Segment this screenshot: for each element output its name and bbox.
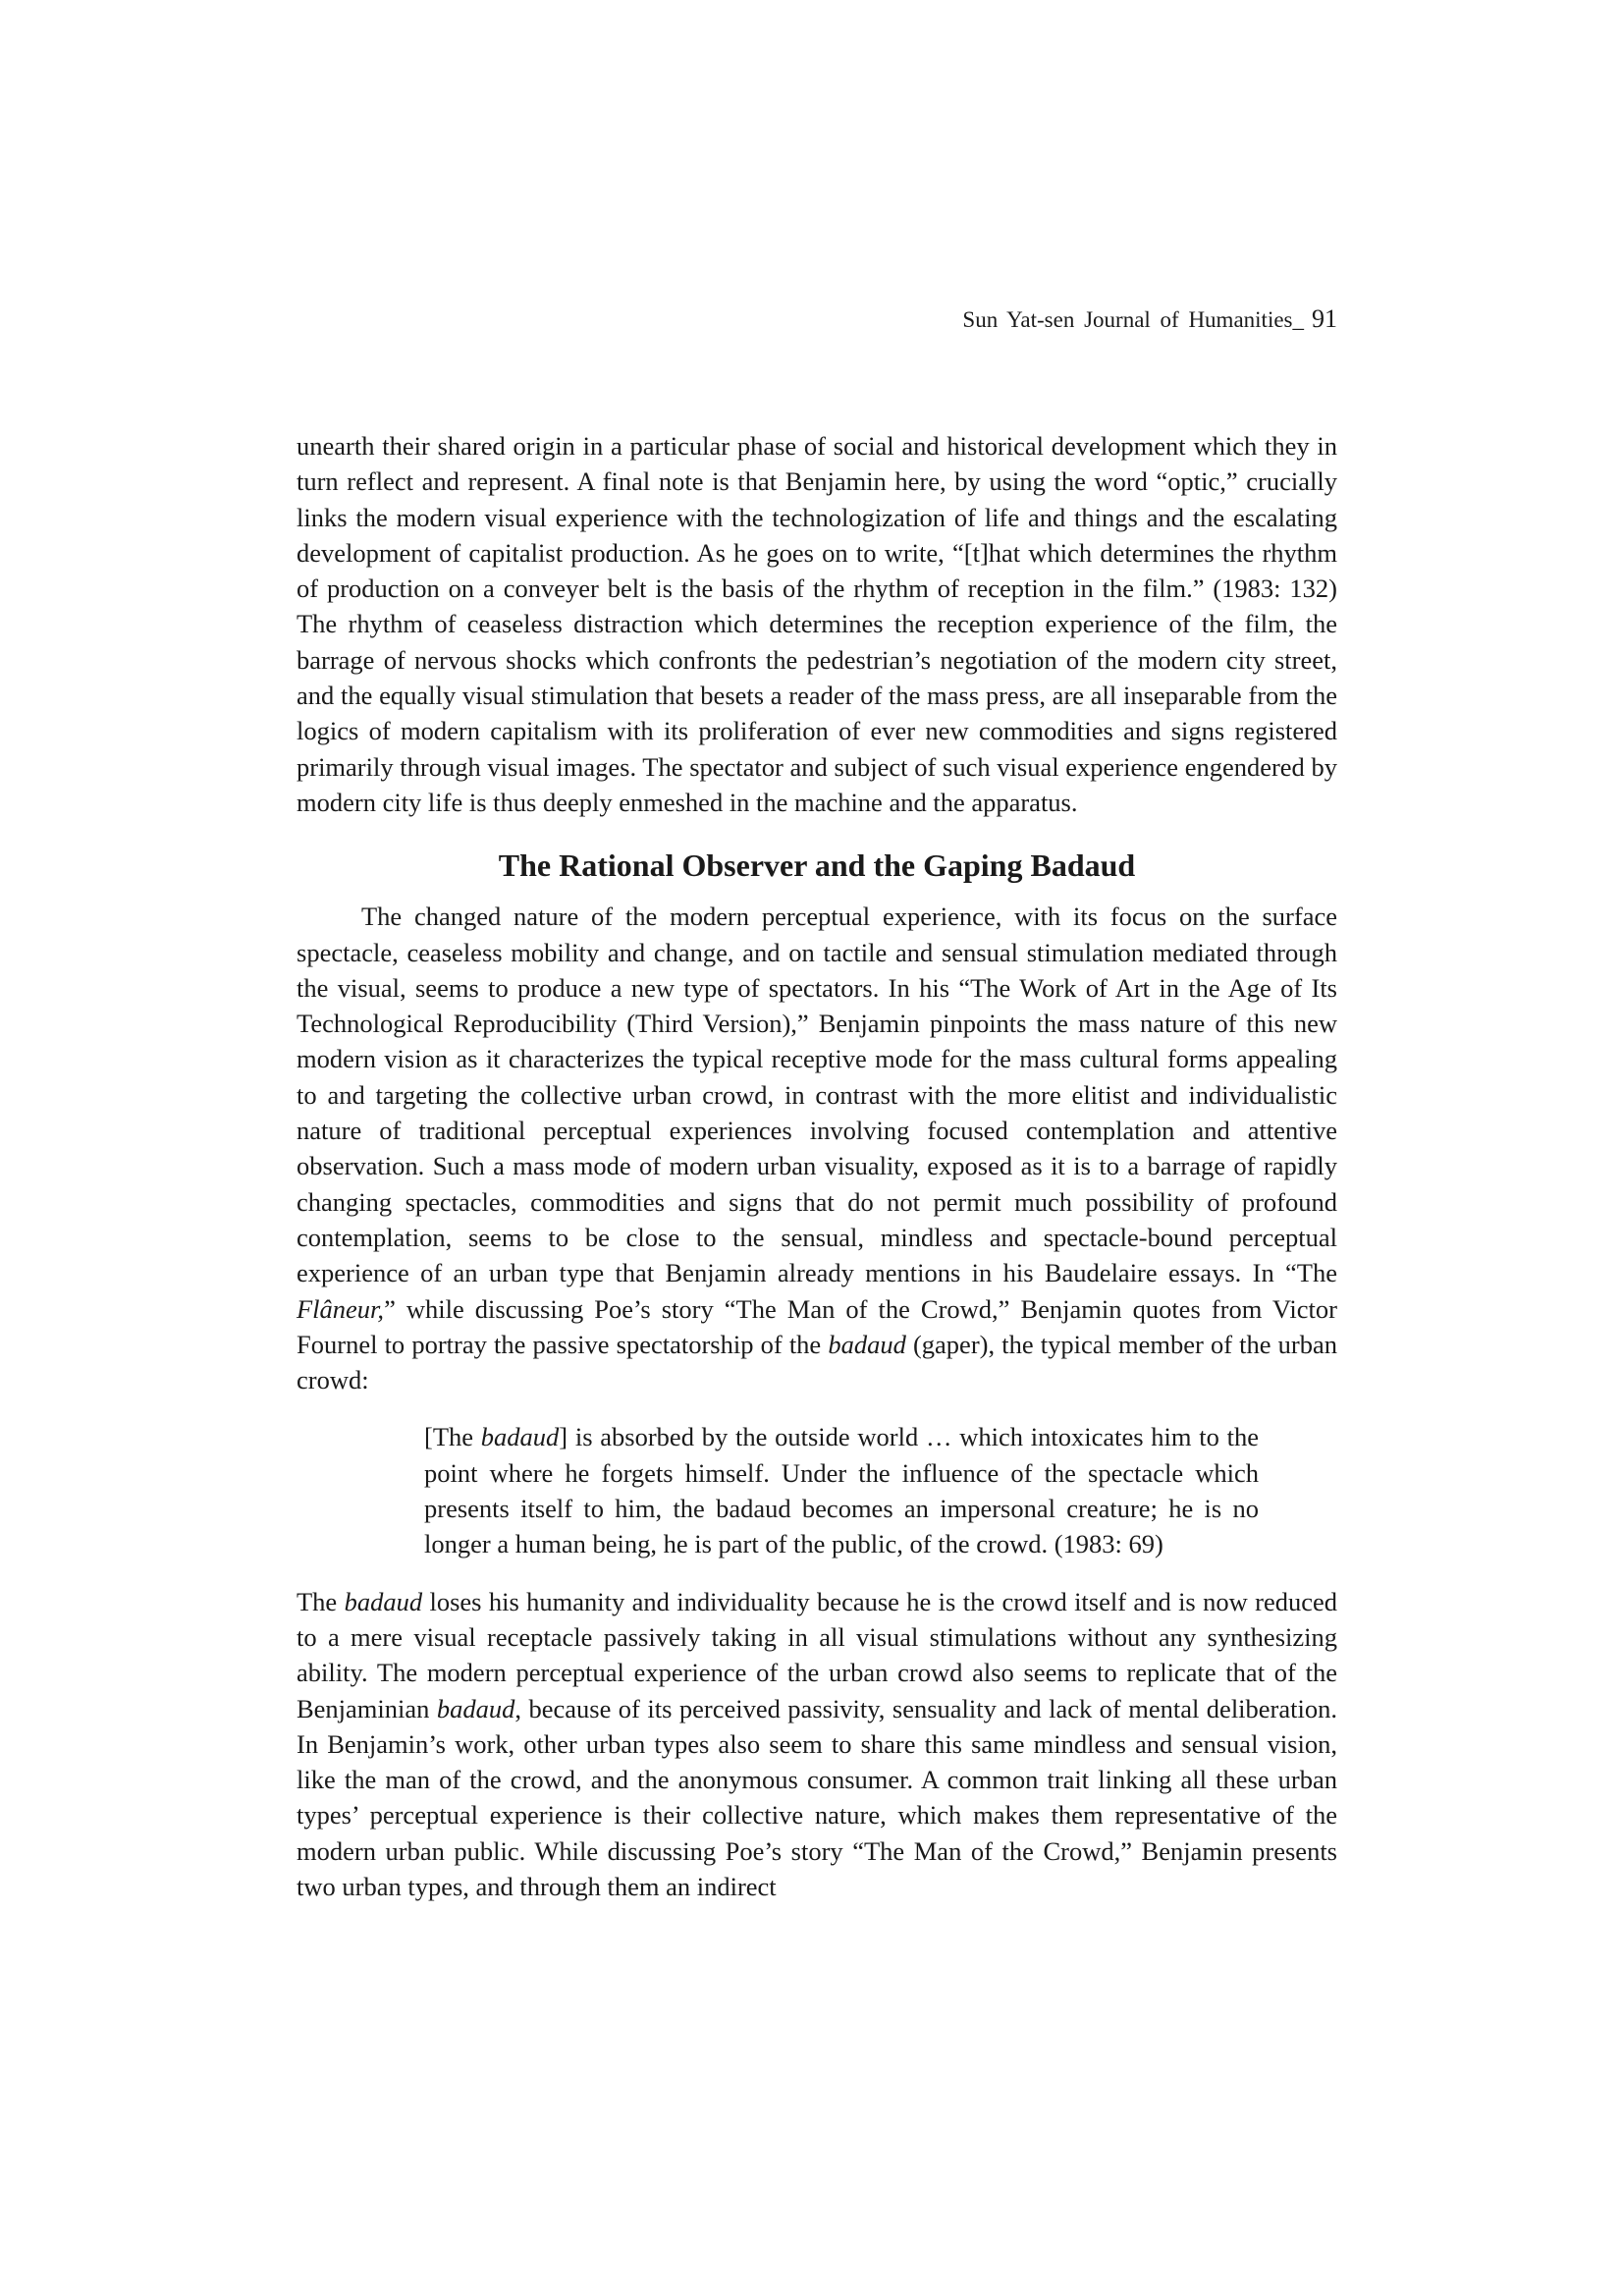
paragraph-3-italic-badaud-2: badaud bbox=[436, 1693, 515, 1723]
section-heading: The Rational Observer and the Gaping Badaud bbox=[498, 847, 1136, 884]
paragraph-2-italic-flaneur: Flâneur, bbox=[297, 1293, 385, 1324]
paragraph-3-text-b: loses his humanity and individuality because he is the crowd itself and is now reduced to a mere visual receptacle passively taking in all visual stimulations without any synthesizing ability. The modern perceptual experience of the urban crowd also seems to replicate that of the Benjaminian bbox=[297, 1586, 1337, 1723]
paragraph-2-text-c: (gaper), the typical member of the urban crowd: bbox=[297, 1329, 1338, 1395]
paragraph-3 bbox=[297, 1584, 1337, 1905]
block-quote bbox=[424, 1419, 1259, 1561]
paragraph-1: unearth their shared origin in a particular phase of social and historical development which they in turn reflect and represent. A final note is that Benjamin here, by using the word “optic,” crucially links the modern visual experience with the technologization of life and things and the escalating development of capitalist production. As he goes on to write, “[t]hat which determines the rhythm of production on a conveyer belt is the basis of the rhythm of reception in the film.” (1983: 132) The rhythm of ceaseless distraction which determines the reception experience of the film, the barrage of nervous shocks which confronts the pedestrian’s negotiation of the modern city street, and the equally visual stimulation that besets a reader of the mass press, are all inseparable from the logics of modern capitalism with its proliferation of ever new commodities and signs registered primarily through visual images. The spectator and subject of such visual experience engendered by modern city life is thus deeply enmeshed in the machine and the apparatus. bbox=[297, 431, 1337, 817]
paragraph-3-italic-badaud-1: badaud bbox=[344, 1586, 423, 1616]
article-body bbox=[297, 428, 1337, 1904]
block-quote-italic-badaud: badaud bbox=[480, 1422, 560, 1452]
block-quote-text-a: [The bbox=[424, 1422, 481, 1452]
journal-title: Sun Yat-sen Journal of Humanities_ bbox=[962, 307, 1304, 332]
block-quote-text-b: ] is absorbed by the outside world … which intoxicates him to the point where he forgets himself. Under the influence of the spectacle which presents itself to him, the badaud becomes an impersonal creature; he is no longer a human being, he is part of the public, of the crowd. (1983: 69) bbox=[424, 1422, 1259, 1559]
page-number: 91 bbox=[1312, 304, 1337, 333]
paragraph-2-italic-badaud: badaud bbox=[828, 1329, 906, 1359]
running-header bbox=[962, 304, 1337, 335]
paragraph-2-text-a: The changed nature of the modern perceptual experience, with its focus on the surface spectacle, ceaseless mobility and change, and on tactile and sensual stimulation mediated through the visual, seems to produce a new type of spectators. In his “The Work of Art in the Age of Its Technological Reproducibility (Third Version),” Benjamin pinpoints the mass nature of this new modern vision as it characterizes the typical receptive mode for the mass cultural forms appealing to and targeting the collective urban crowd, in contrast with the more elitist and individualistic nature of traditional perceptual experiences involving focused contemplation and attentive observation. Such a mass mode of modern urban visuality, exposed as it is to a barrage of rapidly changing spectacles, commodities and signs that do not permit much possibility of profound contemplation, seems to be close to the sensual, mindless and spectacle-bound perceptual experience of an urban type that Benjamin already mentions in his Baudelaire essays. In “The bbox=[297, 902, 1337, 1288]
paragraph-2-text-b: ” while discussing Poe’s story “The Man of the Crowd,” Benjamin quotes from Victor Fournel to portray the passive spectatorship of the bbox=[297, 1293, 1337, 1359]
paragraph-3-text-a: The bbox=[297, 1586, 345, 1616]
paragraph-2 bbox=[297, 899, 1337, 1397]
paragraph-3-text-c: , because of its perceived passivity, sensuality and lack of mental deliberation. In Benjamin’s work, other urban types also seem to share this same mindless and sensual vision, like the man of the crowd, and the anonymous consumer. A common trait linking all these urban types’ perceptual experience is their collective nature, which makes them representative of the modern urban public. While discussing Poe’s story “The Man of the Crowd,” Benjamin presents two urban types, and through them an indirect bbox=[297, 1693, 1337, 1901]
